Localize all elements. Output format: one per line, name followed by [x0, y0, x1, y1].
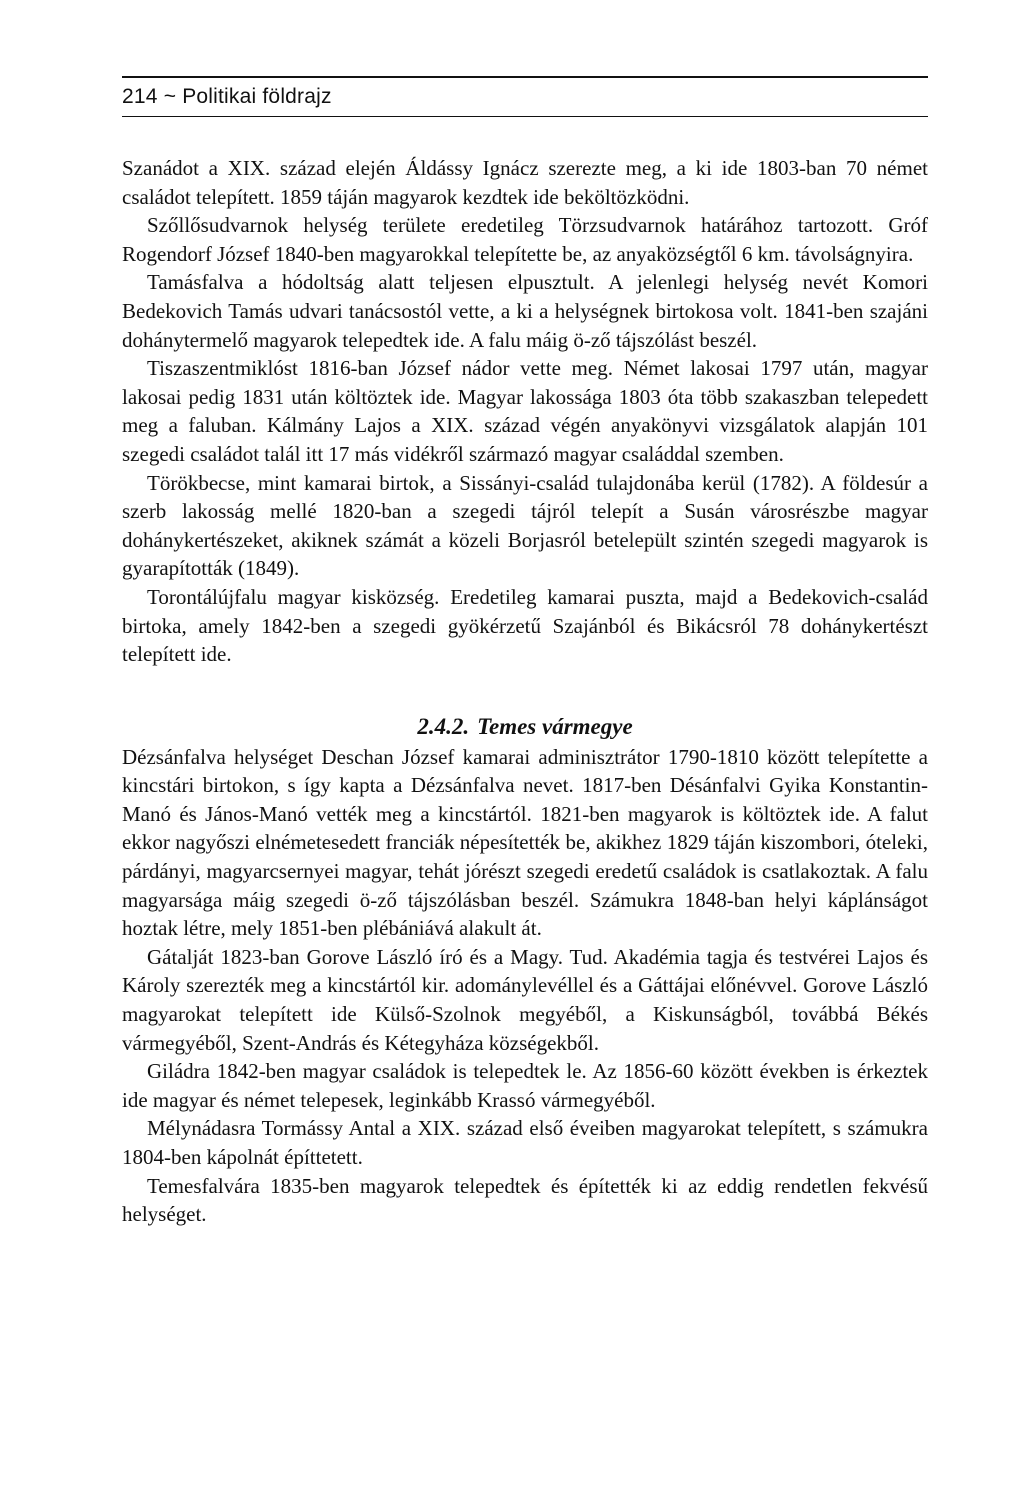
- book-page: [122, 0, 928, 1229]
- paragraph-tiszaszentmiklos: Tiszaszentmiklóst 1816-ban József nádor vette meg. Német lakosai 1797 után, magyar lakosai pedig 1831 után költöztek ide. Magyar lakossága 1803 óta több szakaszban telepedett meg a faluban. Kálmány Lajos a XIX. század végén anyakönyvi vizsgálatok alapján 101 szegedi családot talál itt 17 más vidékről származó magyar családdal szemben.: [122, 356, 928, 466]
- paragraph-szollosudvarnok: Szőllősudvarnok helység területe eredetileg Törzsudvarnok határához tartozott. Gróf Rogendorf József 1840-ben magyarokkal telepítette be, az anyaközségtől 6 km. távolságnyira.: [122, 213, 928, 266]
- header-separator: ~: [163, 85, 177, 108]
- page-number: 214: [122, 85, 158, 108]
- header-title: Politikai földrajz: [182, 85, 332, 108]
- paragraph-melynadas: Mélynádasra Tormássy Antal a XIX. század első éveiben magyarokat telepített, s számukra 1804-ben kápolnát építtetett.: [122, 1116, 928, 1169]
- paragraph-torontalujfalu: Torontálújfalu magyar kisközség. Eredetileg kamarai puszta, majd a Bedekovich-család birtoka, amely 1842-ben a szegedi gyökérzetű Szajánból és Bikácsról 78 dohánykertészt telepített ide.: [122, 584, 928, 667]
- paragraph-giladra: Giládra 1842-ben magyar családok is telepedtek le. Az 1856-60 között években is érkeztek ide magyar és német telepesek, leginkább Krassó vármegyéből.: [122, 1059, 928, 1112]
- paragraph-szanad: Szanádot a XIX. század elején Áldássy Ignácz szerezte meg, a ki ide 1803-ban 70 német családot telepített. 1859 táján magyarok kezdtek ide beköltözködni.: [122, 156, 928, 209]
- section-title: Temes vármegye: [477, 713, 633, 739]
- page-body: [122, 154, 928, 1229]
- section-number: 2.4.2.: [417, 713, 470, 739]
- section-heading: [122, 713, 928, 741]
- paragraph-gatalja: Gátalját 1823-ban Gorove László író és a Magy. Tud. Akadémia tagja és testvérei Lajos és Károly szerezték meg a kincstártól kir. adománylevéllel és a Gáttájai előnévvel. Gorove László magyarokat telepített ide Külső-Szolnok megyéből, a Kiskunságból, továbbá Békés vármegyéből, Szent-András és Kétegyháza községekből.: [122, 944, 928, 1055]
- paragraph-temesfalva: Temesfalvára 1835-ben magyarok telepedtek és építették ki az eddig rendetlen fekvésű helységet.: [122, 1173, 928, 1227]
- paragraph-tamasfalva: Tamásfalva a hódoltság alatt teljesen elpusztult. A jelenlegi helység nevét Komori Bedekovich Tamás udvari tanácsostól vette, a ki a helységnek birtokosa volt. 1841-ben szajáni dohánytermelő magyarok telepedtek ide. A falu máig ö-ző tájszólást beszél.: [122, 270, 928, 352]
- paragraph-torokbecse: Törökbecse, mint kamarai birtok, a Sissányi-család tulajdonába kerül (1782). A földesúr a szerb lakosság mellé 1820-ban a szegedi tájról telepít a Susán városrészbe magyar dohánykertészeket, akiknek számát a közeli Borjasról betelepült szintén szegedi magyarok is gyarapították (1849).: [122, 470, 928, 581]
- paragraph-dezsanfalva: Dézsánfalva helységet Deschan József kamarai adminisztrátor 1790-1810 között telepítette a kincstári birtokon, s így kapta a Dézsánfalva nevet. 1817-ben Désánfalvi Gyika Konstantin-Manó és János-Manó vették meg a kincstártól. 1821-ben magyarok is költöztek ide. A falut ekkor nagyőszi elnémetesedett franciák népesítették be, akikhez 1829 táján kiszombori, óteleki, párdányi, magyarcsernyei magyar, tehát jórészt szegedi eredetű családok is csatlakoztak. A falu magyarsága máig szegedi ö-ző tájszólásban beszél. Számukra 1848-ban helyi káplánságot hoztak létre, mely 1851-ben plébániává alakult át.: [122, 744, 928, 941]
- running-header: [122, 76, 928, 117]
